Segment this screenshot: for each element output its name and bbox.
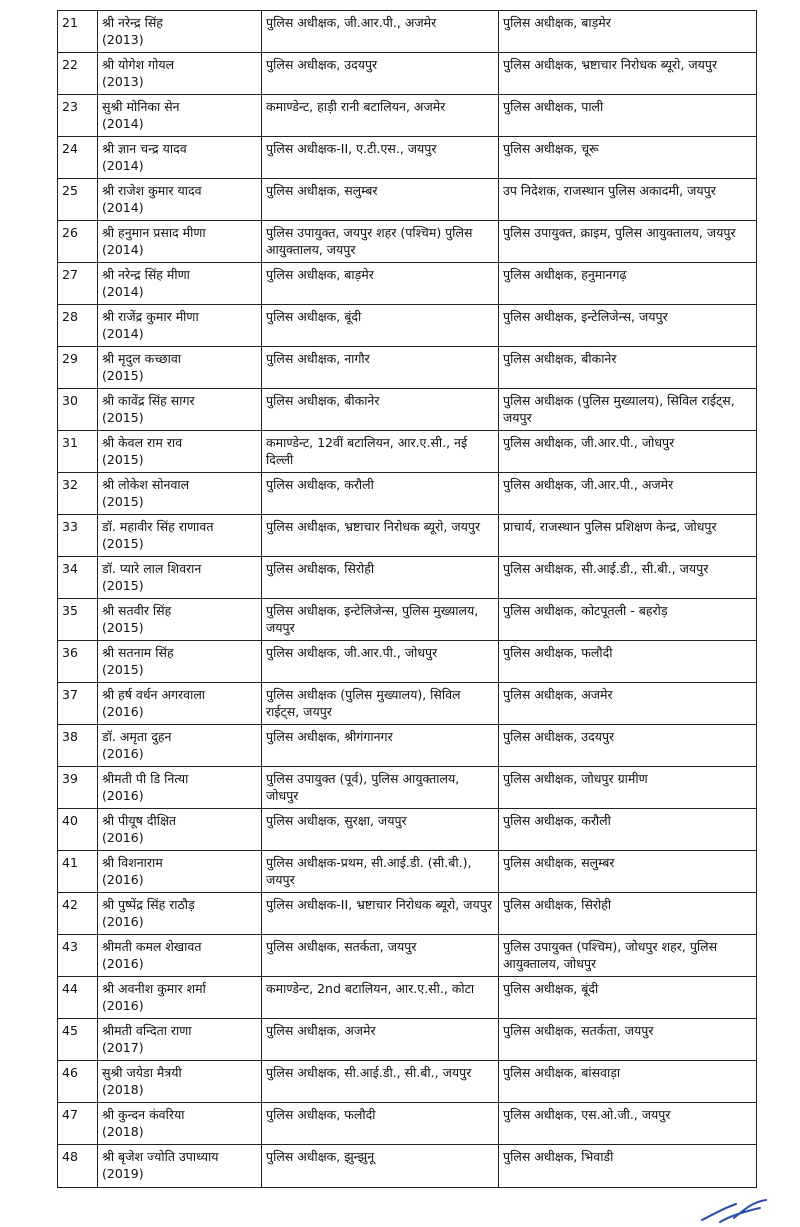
- batch-year: (2018): [102, 1082, 144, 1097]
- table-row: [58, 1103, 757, 1145]
- new-posting-cell: पुलिस अधीक्षक, बाड़मेर: [499, 11, 757, 53]
- serial-number-cell: 32: [58, 473, 98, 515]
- batch-year: (2016): [102, 788, 144, 803]
- serial-number-cell: 44: [58, 977, 98, 1019]
- table-row: [58, 935, 757, 977]
- table-row: [58, 431, 757, 473]
- officer-name: श्री पुष्पेंद्र सिंह राठौड़: [102, 897, 195, 912]
- current-posting-cell: कमाण्डेन्ट, 2nd बटालियन, आर.ए.सी., कोटा: [262, 977, 499, 1019]
- current-posting-cell: पुलिस अधीक्षक, सिरोही: [262, 557, 499, 599]
- batch-year: (2016): [102, 704, 144, 719]
- current-posting-cell: पुलिस अधीक्षक, अजमेर: [262, 1019, 499, 1061]
- current-posting-cell: पुलिस अधीक्षक, नागौर: [262, 347, 499, 389]
- officer-name: सुश्री मोनिका सेन: [102, 99, 180, 114]
- batch-year: (2015): [102, 662, 144, 677]
- batch-year: (2015): [102, 620, 144, 635]
- batch-year: (2019): [102, 1166, 144, 1181]
- batch-year: (2014): [102, 326, 144, 341]
- serial-number-cell: 24: [58, 137, 98, 179]
- officer-cell: [98, 809, 262, 851]
- current-posting-cell: पुलिस अधीक्षक, इन्टेलिजेन्स, पुलिस मुख्यालय, जयपुर: [262, 599, 499, 641]
- officer-cell: [98, 977, 262, 1019]
- officer-name: श्री सतनाम सिंह: [102, 645, 174, 660]
- new-posting-cell: उप निदेशक, राजस्थान पुलिस अकादमी, जयपुर: [499, 179, 757, 221]
- officer-name: श्री नरेन्द्र सिंह: [102, 15, 163, 30]
- new-posting-cell: पुलिस अधीक्षक, बूंदी: [499, 977, 757, 1019]
- batch-year: (2014): [102, 242, 144, 257]
- table-row: [58, 1061, 757, 1103]
- serial-number-cell: 34: [58, 557, 98, 599]
- table-row: [58, 11, 757, 53]
- current-posting-cell: पुलिस अधीक्षक-II, ए.टी.एस., जयपुर: [262, 137, 499, 179]
- serial-number-cell: 42: [58, 893, 98, 935]
- new-posting-cell: पुलिस अधीक्षक, सिरोही: [499, 893, 757, 935]
- officer-name: श्री हनुमान प्रसाद मीणा: [102, 225, 206, 240]
- officer-name: श्री बृजेश ज्योति उपाध्याय: [102, 1149, 219, 1164]
- officer-name: श्री ज्ञान चन्द्र यादव: [102, 141, 187, 156]
- transfer-list: [57, 10, 756, 1188]
- serial-number-cell: 33: [58, 515, 98, 557]
- batch-year: (2015): [102, 410, 144, 425]
- officer-cell: [98, 1061, 262, 1103]
- officer-cell: [98, 95, 262, 137]
- serial-number-cell: 48: [58, 1145, 98, 1188]
- serial-number-cell: 38: [58, 725, 98, 767]
- new-posting-cell: पुलिस अधीक्षक, चूरू: [499, 137, 757, 179]
- officer-name: डॉ. अमृता दुहन: [102, 729, 172, 744]
- new-posting-cell: पुलिस अधीक्षक, हनुमानगढ़: [499, 263, 757, 305]
- officer-name: श्री कुन्दन कंवरिया: [102, 1107, 185, 1122]
- new-posting-cell: पुलिस अधीक्षक, सतर्कता, जयपुर: [499, 1019, 757, 1061]
- current-posting-cell: पुलिस अधीक्षक, उदयपुर: [262, 53, 499, 95]
- batch-year: (2014): [102, 158, 144, 173]
- officer-cell: [98, 137, 262, 179]
- table-row: [58, 641, 757, 683]
- batch-year: (2015): [102, 368, 144, 383]
- table-row: [58, 95, 757, 137]
- new-posting-cell: पुलिस अधीक्षक, भिवाडी: [499, 1145, 757, 1188]
- current-posting-cell: पुलिस अधीक्षक-II, भ्रष्टाचार निरोधक ब्यूरो, जयपुर: [262, 893, 499, 935]
- serial-number-cell: 35: [58, 599, 98, 641]
- officer-name: श्री अवनीश कुमार शर्मा: [102, 981, 206, 996]
- officer-cell: [98, 305, 262, 347]
- officer-name: डॉ. प्यारे लाल शिवरान: [102, 561, 202, 576]
- new-posting-cell: पुलिस अधीक्षक, बांसवाड़ा: [499, 1061, 757, 1103]
- serial-number-cell: 46: [58, 1061, 98, 1103]
- table-row: [58, 53, 757, 95]
- new-posting-cell: पुलिस अधीक्षक, सलुम्बर: [499, 851, 757, 893]
- officer-cell: [98, 515, 262, 557]
- batch-year: (2016): [102, 956, 144, 971]
- batch-year: (2018): [102, 1124, 144, 1139]
- serial-number-cell: 28: [58, 305, 98, 347]
- officer-cell: [98, 389, 262, 431]
- current-posting-cell: पुलिस अधीक्षक, सी.आई.डी., सी.बी., जयपुर: [262, 1061, 499, 1103]
- officer-cell: [98, 263, 262, 305]
- new-posting-cell: पुलिस अधीक्षक (पुलिस मुख्यालय), सिविल राईट्स, जयपुर: [499, 389, 757, 431]
- table-row: [58, 767, 757, 809]
- officer-name: श्री योगेश गोयल: [102, 57, 175, 72]
- batch-year: (2016): [102, 872, 144, 887]
- current-posting-cell: पुलिस अधीक्षक, जी.आर.पी., अजमेर: [262, 11, 499, 53]
- new-posting-cell: पुलिस अधीक्षक, एस.ओ.जी., जयपुर: [499, 1103, 757, 1145]
- serial-number-cell: 21: [58, 11, 98, 53]
- officer-cell: [98, 893, 262, 935]
- serial-number-cell: 26: [58, 221, 98, 263]
- serial-number-cell: 36: [58, 641, 98, 683]
- table-row: [58, 683, 757, 725]
- officer-name: श्री सतवीर सिंह: [102, 603, 172, 618]
- current-posting-cell: कमाण्डेन्ट, 12वीं बटालियन, आर.ए.सी., नई दिल्ली: [262, 431, 499, 473]
- officer-cell: [98, 641, 262, 683]
- batch-year: (2015): [102, 494, 144, 509]
- current-posting-cell: पुलिस अधीक्षक (पुलिस मुख्यालय), सिविल राईट्स, जयपुर: [262, 683, 499, 725]
- table-row: [58, 557, 757, 599]
- serial-number-cell: 22: [58, 53, 98, 95]
- officer-name: श्री नरेन्द्र सिंह मीणा: [102, 267, 190, 282]
- serial-number-cell: 29: [58, 347, 98, 389]
- officer-name: श्री राजेश कुमार यादव: [102, 183, 202, 198]
- batch-year: (2015): [102, 536, 144, 551]
- table-row: [58, 809, 757, 851]
- officer-cell: [98, 53, 262, 95]
- table-row: [58, 1145, 757, 1188]
- serial-number-cell: 25: [58, 179, 98, 221]
- officer-cell: [98, 347, 262, 389]
- batch-year: (2016): [102, 998, 144, 1013]
- current-posting-cell: पुलिस अधीक्षक, सुरक्षा, जयपुर: [262, 809, 499, 851]
- table-row: [58, 221, 757, 263]
- officer-name: डॉ. महावीर सिंह राणावत: [102, 519, 214, 534]
- batch-year: (2016): [102, 746, 144, 761]
- new-posting-cell: पुलिस अधीक्षक, बीकानेर: [499, 347, 757, 389]
- new-posting-cell: पुलिस अधीक्षक, कोटपूतली - बहरोड़: [499, 599, 757, 641]
- officer-name: श्रीमती पी डि नित्या: [102, 771, 189, 786]
- current-posting-cell: पुलिस अधीक्षक, बाड़मेर: [262, 263, 499, 305]
- officer-cell: [98, 683, 262, 725]
- table-row: [58, 389, 757, 431]
- signature-mark: [700, 1196, 770, 1224]
- serial-number-cell: 40: [58, 809, 98, 851]
- officer-cell: [98, 725, 262, 767]
- batch-year: (2015): [102, 578, 144, 593]
- officer-name: श्रीमती कमल शेखावत: [102, 939, 202, 954]
- officer-cell: [98, 431, 262, 473]
- table-row: [58, 1019, 757, 1061]
- current-posting-cell: कमाण्डेन्ट, हाड़ी रानी बटालियन, अजमेर: [262, 95, 499, 137]
- current-posting-cell: पुलिस उपायुक्त, जयपुर शहर (पश्चिम) पुलिस आयुक्तालय, जयपुर: [262, 221, 499, 263]
- table-row: [58, 725, 757, 767]
- table-row: [58, 893, 757, 935]
- serial-number-cell: 45: [58, 1019, 98, 1061]
- new-posting-cell: पुलिस अधीक्षक, पाली: [499, 95, 757, 137]
- table-row: [58, 599, 757, 641]
- new-posting-cell: पुलिस उपायुक्त, क्राइम, पुलिस आयुक्तालय, जयपुर: [499, 221, 757, 263]
- current-posting-cell: पुलिस अधीक्षक, सलुम्बर: [262, 179, 499, 221]
- officer-cell: [98, 557, 262, 599]
- current-posting-cell: पुलिस अधीक्षक, करौली: [262, 473, 499, 515]
- officer-name: श्री राजेंद्र कुमार मीणा: [102, 309, 199, 324]
- officer-name: श्री कावेंद्र सिंह सागर: [102, 393, 195, 408]
- table-row: [58, 263, 757, 305]
- new-posting-cell: पुलिस अधीक्षक, उदयपुर: [499, 725, 757, 767]
- table-row: [58, 137, 757, 179]
- batch-year: (2013): [102, 32, 144, 47]
- serial-number-cell: 39: [58, 767, 98, 809]
- new-posting-cell: पुलिस अधीक्षक, अजमेर: [499, 683, 757, 725]
- new-posting-cell: प्राचार्य, राजस्थान पुलिस प्रशिक्षण केन्द्र, जोधपुर: [499, 515, 757, 557]
- serial-number-cell: 47: [58, 1103, 98, 1145]
- new-posting-cell: पुलिस अधीक्षक, करौली: [499, 809, 757, 851]
- batch-year: (2013): [102, 74, 144, 89]
- new-posting-cell: पुलिस उपायुक्त (पश्चिम), जोधपुर शहर, पुलिस आयुक्तालय, जोधपुर: [499, 935, 757, 977]
- current-posting-cell: पुलिस अधीक्षक, भ्रष्टाचार निरोधक ब्यूरो, जयपुर: [262, 515, 499, 557]
- current-posting-cell: पुलिस अधीक्षक, बूंदी: [262, 305, 499, 347]
- officer-cell: [98, 11, 262, 53]
- new-posting-cell: पुलिस अधीक्षक, जोधपुर ग्रामीण: [499, 767, 757, 809]
- table-body: [58, 11, 757, 1188]
- officer-name: श्री विशनाराम: [102, 855, 163, 870]
- serial-number-cell: 23: [58, 95, 98, 137]
- table-row: [58, 347, 757, 389]
- officer-cell: [98, 767, 262, 809]
- serial-number-cell: 31: [58, 431, 98, 473]
- officer-name: श्री हर्ष वर्धन अगरवाला: [102, 687, 206, 702]
- current-posting-cell: पुलिस उपायुक्त (पूर्व), पुलिस आयुक्तालय, जोधपुर: [262, 767, 499, 809]
- officer-cell: [98, 221, 262, 263]
- table-row: [58, 305, 757, 347]
- current-posting-cell: पुलिस अधीक्षक, श्रीगंगानगर: [262, 725, 499, 767]
- current-posting-cell: पुलिस अधीक्षक-प्रथम, सी.आई.डी. (सी.बी.), जयपुर: [262, 851, 499, 893]
- table-row: [58, 851, 757, 893]
- officer-cell: [98, 473, 262, 515]
- batch-year: (2016): [102, 914, 144, 929]
- officer-cell: [98, 1019, 262, 1061]
- table-row: [58, 473, 757, 515]
- batch-year: (2017): [102, 1040, 144, 1055]
- officer-cell: [98, 179, 262, 221]
- table-row: [58, 515, 757, 557]
- batch-year: (2015): [102, 452, 144, 467]
- batch-year: (2014): [102, 284, 144, 299]
- officer-name: श्री पीयूष दीक्षित: [102, 813, 177, 828]
- new-posting-cell: पुलिस अधीक्षक, फलौदी: [499, 641, 757, 683]
- current-posting-cell: पुलिस अधीक्षक, सतर्कता, जयपुर: [262, 935, 499, 977]
- new-posting-cell: पुलिस अधीक्षक, भ्रष्टाचार निरोधक ब्यूरो, जयपुर: [499, 53, 757, 95]
- new-posting-cell: पुलिस अधीक्षक, इन्टेलिजेन्स, जयपुर: [499, 305, 757, 347]
- current-posting-cell: पुलिस अधीक्षक, जी.आर.पी., जोधपुर: [262, 641, 499, 683]
- serial-number-cell: 30: [58, 389, 98, 431]
- officer-name: सुश्री जयेडा मैत्रयी: [102, 1065, 182, 1080]
- officer-name: श्री मृदुल कच्छावा: [102, 351, 182, 366]
- current-posting-cell: पुलिस अधीक्षक, बीकानेर: [262, 389, 499, 431]
- serial-number-cell: 37: [58, 683, 98, 725]
- batch-year: (2014): [102, 116, 144, 131]
- officer-name: श्री केवल राम राव: [102, 435, 183, 450]
- current-posting-cell: पुलिस अधीक्षक, झुन्झुनू: [262, 1145, 499, 1188]
- batch-year: (2016): [102, 830, 144, 845]
- transfer-table: [57, 10, 757, 1188]
- officer-cell: [98, 851, 262, 893]
- current-posting-cell: पुलिस अधीक्षक, फलौदी: [262, 1103, 499, 1145]
- officer-cell: [98, 1145, 262, 1188]
- new-posting-cell: पुलिस अधीक्षक, जी.आर.पी., अजमेर: [499, 473, 757, 515]
- officer-cell: [98, 599, 262, 641]
- officer-name: श्रीमती वन्दिता राणा: [102, 1023, 192, 1038]
- table-row: [58, 179, 757, 221]
- new-posting-cell: पुलिस अधीक्षक, जी.आर.पी., जोधपुर: [499, 431, 757, 473]
- officer-cell: [98, 935, 262, 977]
- table-row: [58, 977, 757, 1019]
- batch-year: (2014): [102, 200, 144, 215]
- serial-number-cell: 27: [58, 263, 98, 305]
- officer-name: श्री लोकेश सोनवाल: [102, 477, 190, 492]
- serial-number-cell: 43: [58, 935, 98, 977]
- officer-cell: [98, 1103, 262, 1145]
- serial-number-cell: 41: [58, 851, 98, 893]
- new-posting-cell: पुलिस अधीक्षक, सी.आई.डी., सी.बी., जयपुर: [499, 557, 757, 599]
